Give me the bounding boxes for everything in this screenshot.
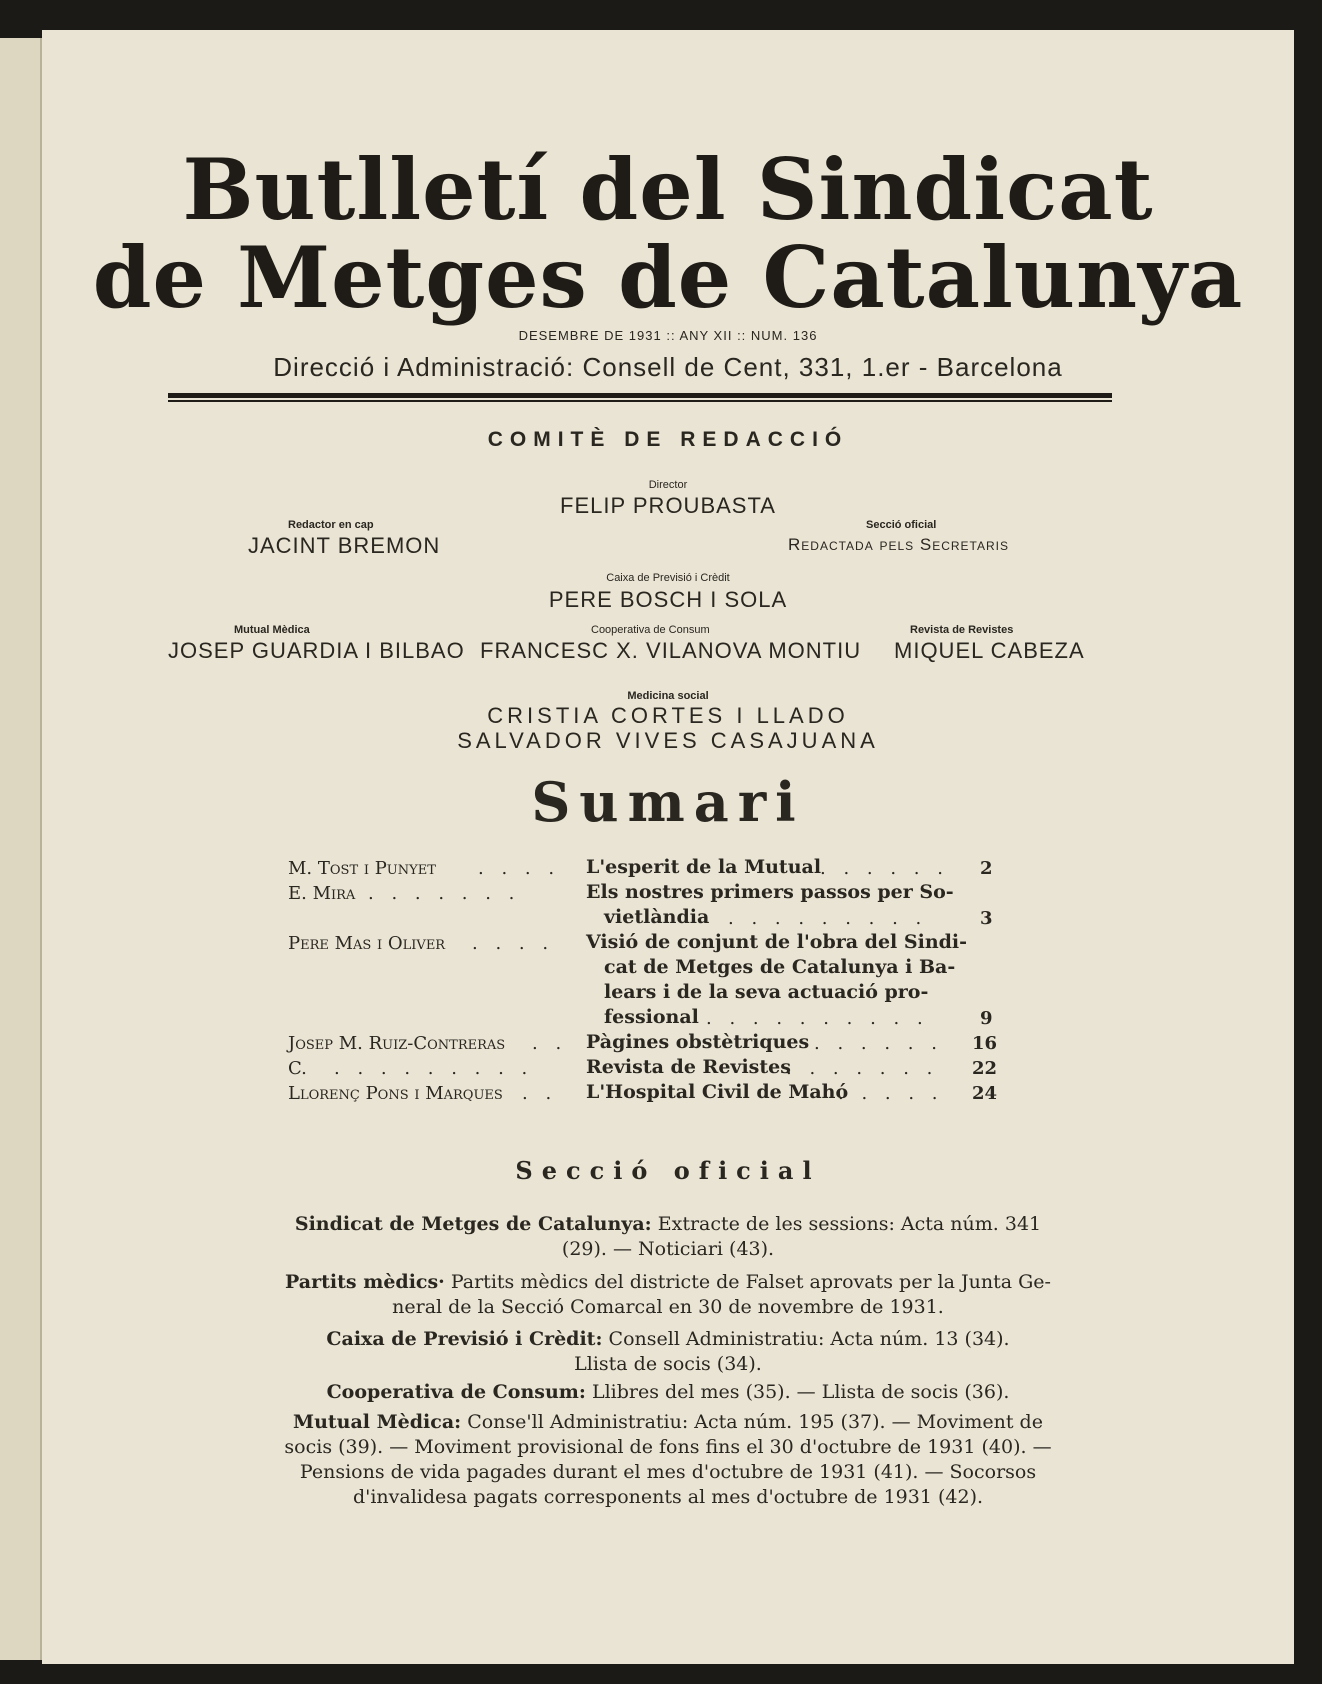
- toc-page: 24: [972, 1083, 998, 1104]
- toc-leader: . . . . .: [838, 1083, 944, 1104]
- toc-page: 16: [972, 1033, 998, 1054]
- toc-title: L'esperit de la Mutual: [586, 856, 822, 878]
- toc-leader: . . . . . . . . .: [728, 908, 928, 929]
- seccio-oficial-role: Secció oficial: [866, 519, 937, 531]
- document-page: [42, 30, 1294, 1664]
- mutual-role: Mutual Mèdica: [234, 624, 310, 636]
- toc-page: 9: [980, 1008, 993, 1029]
- comite-heading: COMITÈ DE REDACCIÓ: [487, 428, 849, 451]
- seccio-item-label: Mutual Mèdica:: [293, 1411, 462, 1433]
- seccio-item-cooperativa: [242, 1380, 1094, 1405]
- toc-author: Pere Mas i Oliver: [288, 933, 446, 954]
- toc-title-cont: lears i de la seva actuació pro-: [604, 981, 929, 1003]
- seccio-item-label: Caixa de Previsió i Crèdit:: [326, 1328, 603, 1350]
- issue-info: DESEMBRE DE 1931 :: ANY XII :: NUM. 136: [518, 328, 818, 343]
- toc-leader: . . . .: [472, 933, 555, 954]
- toc-leader: . . . .: [478, 858, 561, 879]
- toc-leader: . .: [532, 1033, 568, 1054]
- toc-title-cont: cat de Metges de Catalunya i Ba-: [604, 956, 956, 978]
- seccio-item-label: Cooperativa de Consum:: [326, 1381, 586, 1403]
- masthead-line1: Butlletí del Sindicat: [182, 140, 1154, 239]
- toc-leader: . . . . . .: [814, 1033, 943, 1054]
- seccio-item-text: Partits mèdics del districte de Falset aprovats per la Junta Ge-: [450, 1271, 1051, 1293]
- medicina-name-1: CRISTIA CORTES I LLADO: [487, 703, 849, 728]
- seccio-item-text: Pensions de vida pagades durant el mes d'octubre de 1931 (41). — Socorsos: [299, 1461, 1037, 1483]
- seccio-oficial-heading: Secció oficial: [515, 1156, 821, 1185]
- seccio-item-text: neral de la Secció Comarcal en 30 de novembre de 1931.: [392, 1296, 944, 1318]
- caixa-name: PERE BOSCH I SOLA: [548, 587, 788, 612]
- toc-title: L'Hospital Civil de Mahó: [586, 1081, 849, 1103]
- toc-leader: . .: [522, 1083, 558, 1104]
- toc-title: Pàgines obstètriques: [586, 1031, 810, 1053]
- seccio-item-partits: [242, 1270, 1094, 1320]
- sumari-heading: Sumari: [531, 770, 805, 834]
- toc-leader: . . . . . . .: [786, 1058, 939, 1079]
- toc-leader: . . . . . . . . .: [334, 1058, 534, 1079]
- seccio-item-text: Llista de socis (34).: [574, 1353, 762, 1375]
- toc-author: E. Mira: [288, 883, 356, 904]
- medicina-role: Medicina social: [627, 690, 709, 702]
- redactor-role: Redactor en cap: [288, 519, 374, 531]
- seccio-oficial-name: Redactada pels Secretaris: [788, 535, 1009, 554]
- toc-title: Visió de conjunt de l'obra del Sindi-: [586, 931, 968, 953]
- cooperativa-role: Cooperativa de Consum: [591, 624, 710, 636]
- seccio-item-text: Llibres del mes (35). — Llista de socis (36).: [591, 1381, 1010, 1403]
- director-name: FELIP PROUBASTA: [560, 493, 776, 518]
- seccio-item-text: (29). — Noticiari (43).: [561, 1238, 775, 1260]
- toc-title: Revista de Revistes: [586, 1056, 791, 1078]
- seccio-item-caixa: [242, 1327, 1094, 1377]
- cooperativa-name: FRANCESC X. VILANOVA MONTIU: [480, 638, 862, 663]
- seccio-item-text: socis (39). — Moviment provisional de fons fins el 30 d'octubre de 1931 (40). —: [284, 1436, 1052, 1458]
- toc-leader: . . . . . . . . . .: [706, 1008, 929, 1029]
- seccio-item-sindicat: [242, 1212, 1094, 1262]
- seccio-item-label: Sindicat de Metges de Catalunya:: [294, 1213, 652, 1235]
- seccio-item-mutual: [242, 1410, 1094, 1510]
- medicina-name-2: SALVADOR VIVES CASAJUANA: [457, 728, 879, 753]
- toc-title: Els nostres primers passos per So-: [586, 881, 954, 903]
- redactor-name: JACINT BREMON: [248, 533, 441, 558]
- address-line: Direcció i Administració: Consell de Cent, 331, 1.er - Barcelona: [273, 352, 1063, 382]
- toc-title-cont: fessional: [604, 1006, 699, 1028]
- director-role: Director: [648, 479, 688, 491]
- caixa-role: Caixa de Previsió i Crèdit: [606, 572, 730, 584]
- toc-leader: . . . . . .: [820, 858, 949, 879]
- mutual-name: JOSEP GUARDIA I BILBAO: [168, 638, 465, 663]
- seccio-item-label: Partits mèdics·: [285, 1271, 445, 1293]
- book-spine: [0, 38, 42, 1660]
- seccio-item-text: Extracte de les sessions: Acta núm. 341: [657, 1213, 1042, 1235]
- seccio-item-text: Consell Administratiu: Acta núm. 13 (34).: [608, 1328, 1010, 1350]
- toc-author: Josep M. Ruiz-Contreras: [288, 1033, 506, 1054]
- masthead-rule: [168, 393, 1112, 398]
- toc-author: Llorenç Pons i Marques: [288, 1083, 503, 1104]
- revista-name: MIQUEL CABEZA: [894, 638, 1085, 663]
- seccio-item-text: Conse'll Administratiu: Acta núm. 195 (37). — Moviment de: [467, 1411, 1043, 1433]
- toc-title-cont: vietlàndia: [604, 906, 710, 928]
- toc-page: 2: [980, 858, 993, 879]
- toc-leader: . . . . . . .: [368, 883, 521, 904]
- masthead-rule-thin: [168, 400, 1112, 402]
- toc-page: 22: [972, 1058, 998, 1079]
- toc-author: M. Tost i Punyet: [288, 858, 436, 879]
- seccio-item-text: d'invalidesa pagats corresponents al mes d'octubre de 1931 (42).: [352, 1486, 984, 1508]
- toc-page: 3: [980, 908, 993, 929]
- toc-author: C.: [288, 1058, 307, 1079]
- masthead-line2: de Metges de Catalunya: [92, 228, 1244, 327]
- revista-role: Revista de Revistes: [910, 624, 1014, 636]
